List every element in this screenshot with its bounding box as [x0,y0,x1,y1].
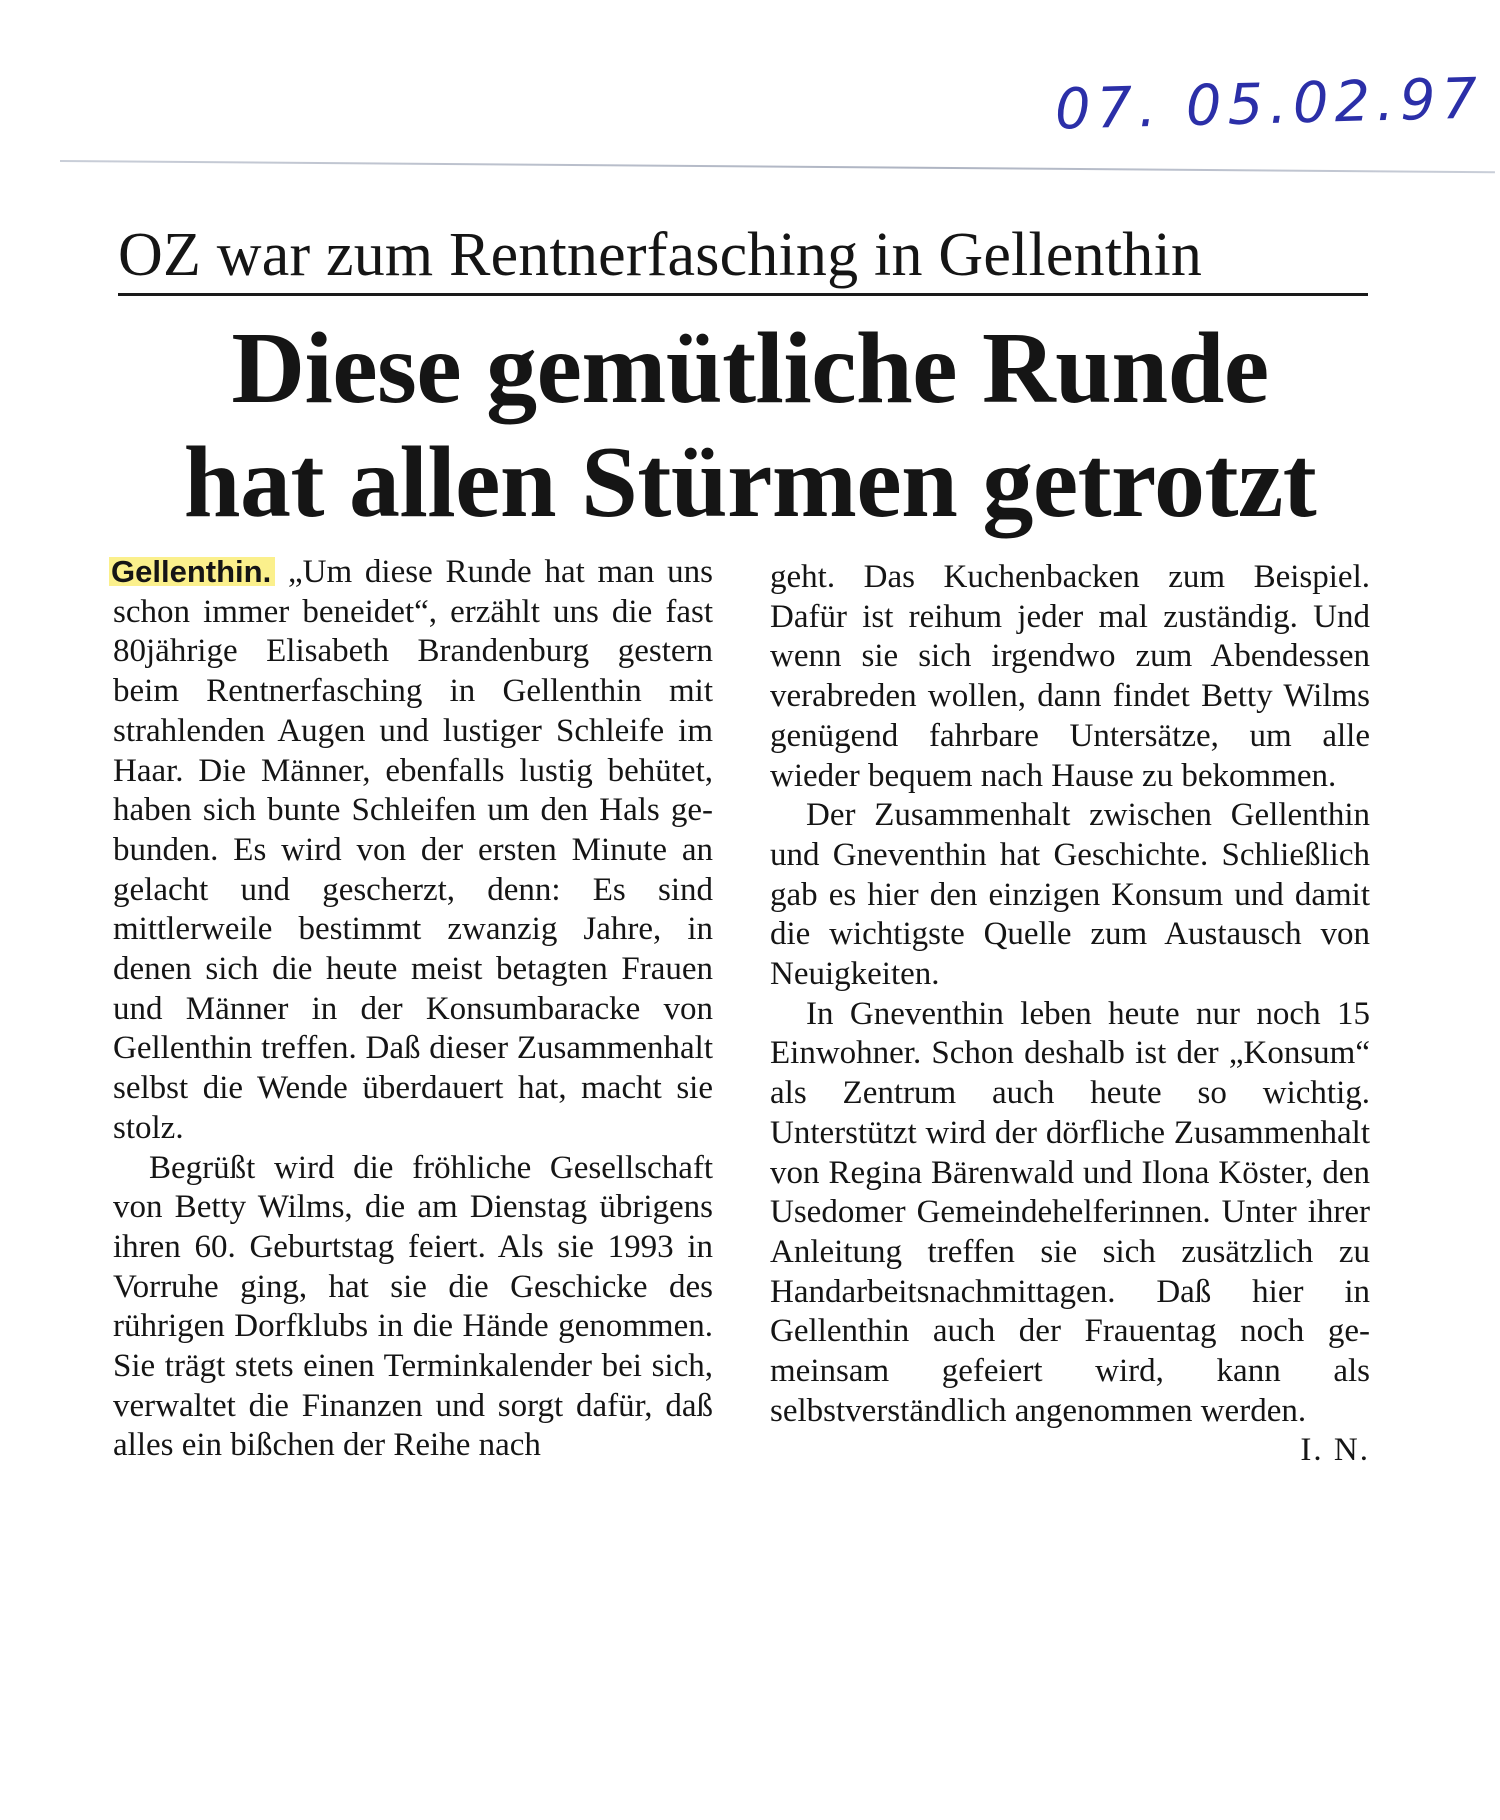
article-column-right [770,558,1370,1471]
dateline-highlighted: Gellenthin. [109,554,275,589]
article-column-left [113,552,713,1466]
left-paragraph-2: Begrüßt wird die fröhliche Gesellschaft von Betty Wilms, die am Dienstag übrigens ihren 60. Geburtstag feiert. Als sie 1993 in Vorruhe ging, hat sie die Geschicke des rührigen Dorfklubs in die Hände genommen. Sie trägt stets einen Terminkalender bei sich, verwaltet die Finanzen und sorgt dafür, daß alles ein bißchen der Reihe nach [113,1149,713,1464]
right-paragraph-3 [770,995,1370,1469]
clipping-cut-line [60,160,1495,173]
right-paragraph-3-text: In Gneventhin leben heute nur noch 15 Einwohner. Schon deshalb ist der „Konsum“ als Zentrum auch heute so wichtig. Unterstützt wird der dörfliche Zusammenhalt von Regina Bärenwald und Ilona Köster, den Usedomer Gemeindehelferinnen. Unter ihrer Anleitung treffen sie sich zusätzlich zu Handarbeitsnachmittagen. Daß hier in Gellenthin auch der Frauentag noch gemeinsam gefeiert wird, kann als selbstverständlich angenommen werden. [770,995,1370,1429]
article-kicker: OZ war zum Rentnerfasching in Gellenthin [118,221,1203,289]
right-paragraph-1: geht. Das Kuchenbacken zum Beispiel. Dafür ist reihum jeder mal zuständig. Und wenn sie sich irgendwo zum Abendessen verabreden wollen, dann findet Betty Wilms genügend fahrbare Untersätze, um alle wieder bequem nach Hause zu bekommen. [770,559,1370,794]
article-headline [100,312,1400,540]
kicker-underline [118,293,1368,296]
handwritten-date-note: 07. 05.02.97 [1054,66,1485,143]
headline-line-1: Diese gemütliche Runde [231,312,1269,425]
left-paragraph-1 [113,552,713,1149]
left-paragraph-1-text: „Um diese Runde hat man uns schon immer beneidet“, erzählt uns die fast 80jährige Elisabeth Brandenburg gestern beim Rentnerfasching in Gellenthin mit strahlenden Augen und lustiger Schleife im Haar. Die Männer, ebenfalls lustig behütet, haben sich bunte Schleifen um den Hals gebunden. Es wird von der ersten Minute an gelacht und gescherzt, denn: Es sind mittlerweile bestimmt zwanzig Jahre, in denen sich die heute meist betagten Frauen und Männer in der Konsumbaracke von Gellenthin treffen. Daß dieser Zusammenhalt selbst die Wende überdauert hat, macht sie stolz. [113,554,713,1146]
headline-line-2: hat allen Stürmen getrotzt [183,426,1317,539]
author-initials: I. N. [1300,1432,1370,1469]
right-paragraph-2: Der Zusammenhalt zwischen Gellenthin und Gneventhin hat Geschichte. Schließlich gab es hier den einzigen Konsum und damit die wichtigste Quelle zum Austausch von Neuigkeiten. [770,797,1370,993]
